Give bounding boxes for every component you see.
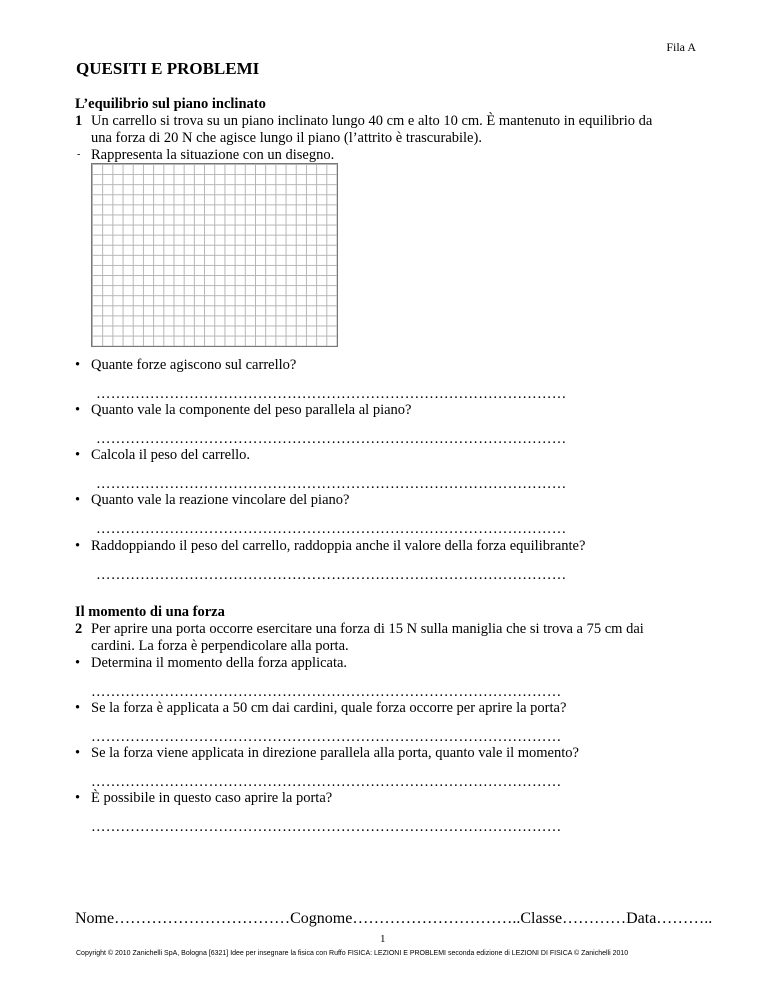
question-2b: Se la forza è applicata a 50 cm dai cardini, quale forza occorre per aprire la porta?: [91, 700, 567, 716]
bullet: •: [75, 790, 81, 806]
section2-text-line1: Per aprire una porta occorre esercitare una forza di 15 N sulla maniglia che si trova a 75 cm dai: [91, 621, 644, 637]
copyright-notice: Copyright © 2010 Zanichelli SpA, Bologna [6321] Idee per insegnare la fisica con Ruffo FISICA: LEZIONI E PROBLEMI seconda edizione di LEZIONI DI FISICA © Zanichelli 2010: [76, 950, 629, 957]
question-2a: Determina il momento della forza applicata.: [91, 655, 348, 671]
drawing-grid[interactable]: [91, 163, 338, 347]
answer-line-2a[interactable]: ……………………………………………………………………………………: [91, 684, 562, 700]
question-2c: Se la forza viene applicata in direzione parallela alla porta, quanto vale il momento?: [91, 745, 579, 761]
question-2d: È possibile in questo caso aprire la porta?: [91, 790, 333, 806]
answer-line-1b[interactable]: ……………………………………………………………………………………: [96, 431, 567, 447]
page-number: 1: [380, 933, 386, 945]
section1-heading: L’equilibrio sul piano inclinato: [75, 96, 266, 112]
section1-text-line2: una forza di 20 N che agisce lungo il piano (l’attrito è trascurabile).: [91, 130, 482, 146]
student-info-line[interactable]: Nome……………………………Cognome…………………………..Classe…………Data………..: [75, 910, 713, 927]
question-1a: Quante forze agiscono sul carrello?: [91, 357, 297, 373]
answer-line-1c[interactable]: ……………………………………………………………………………………: [96, 476, 567, 492]
section1-marker: -: [77, 149, 81, 160]
bullet: •: [75, 447, 81, 463]
answer-line-2b[interactable]: ……………………………………………………………………………………: [91, 729, 562, 745]
question-1b: Quanto vale la componente del peso parallela al piano?: [91, 402, 412, 418]
bullet: •: [75, 357, 81, 373]
bullet: •: [75, 538, 81, 554]
question-number-2: 2: [75, 621, 83, 637]
bullet: •: [75, 402, 81, 418]
question-number-1: 1: [75, 113, 83, 129]
section2-heading: Il momento di una forza: [75, 604, 225, 620]
page-title: QUESITI E PROBLEMI: [76, 59, 260, 78]
question-1c: Calcola il peso del carrello.: [91, 447, 251, 463]
bullet: •: [75, 655, 81, 671]
answer-line-2d[interactable]: ……………………………………………………………………………………: [91, 819, 562, 835]
fila-label: Fila A: [666, 40, 696, 54]
section1-text-line3: Rappresenta la situazione con un disegno.: [91, 147, 335, 163]
bullet: •: [75, 492, 81, 508]
bullet: •: [75, 700, 81, 716]
question-1d: Quanto vale la reazione vincolare del piano?: [91, 492, 350, 508]
answer-line-1e[interactable]: ……………………………………………………………………………………: [96, 567, 567, 583]
section1-text-line1: Un carrello si trova su un piano inclinato lungo 40 cm e alto 10 cm. È mantenuto in equilibrio da: [91, 113, 653, 129]
answer-line-2c[interactable]: ……………………………………………………………………………………: [91, 774, 562, 790]
bullet: •: [75, 745, 81, 761]
question-1e: Raddoppiando il peso del carrello, raddoppia anche il valore della forza equilibrante?: [91, 538, 586, 554]
answer-line-1d[interactable]: ……………………………………………………………………………………: [96, 521, 567, 537]
section2-text-line2: cardini. La forza è perpendicolare alla porta.: [91, 638, 349, 654]
answer-line-1a[interactable]: ……………………………………………………………………………………: [96, 386, 567, 402]
